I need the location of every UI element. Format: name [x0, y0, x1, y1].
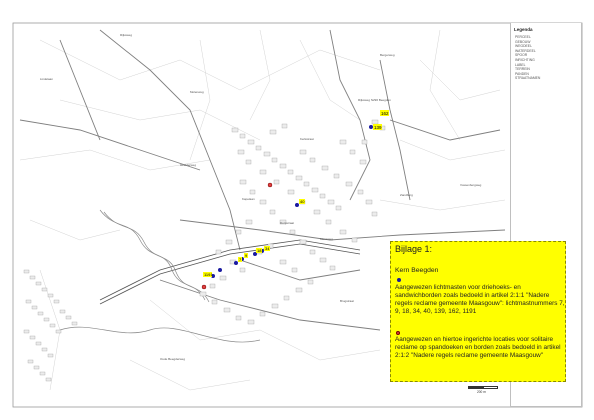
- legend-item: PANDEN: [515, 71, 529, 76]
- street-label: Vossenbergweg: [460, 183, 482, 187]
- built-area: [24, 120, 385, 381]
- street-label: Kerkstraat: [300, 137, 314, 141]
- mast-label: 34: [265, 246, 270, 251]
- legend-item: PERCEEL: [515, 35, 531, 39]
- scale-label: 200 m: [477, 390, 486, 394]
- mast-marker: [234, 261, 238, 265]
- street-label: Maasweg: [320, 237, 333, 241]
- bijlage-annotation-box: [390, 241, 566, 382]
- scale-bar-segment: [469, 387, 484, 389]
- highway: [100, 240, 360, 304]
- location-legend-dot-icon: [396, 331, 400, 335]
- street-label: Zandberg: [400, 193, 413, 197]
- street-label: Rijksweg: [120, 33, 133, 37]
- street-label: Bergerweg: [380, 53, 395, 57]
- location-marker: [268, 183, 272, 187]
- street-label: Dorpstraat: [280, 221, 295, 225]
- street-label: Brugstraat: [340, 299, 354, 303]
- legend-item: INRICHTING: [515, 57, 535, 62]
- mast-label: 7: [239, 257, 242, 262]
- legend-item: TERREIN: [515, 67, 530, 72]
- mast-label: 139: [374, 125, 382, 130]
- mast-label: 18: [257, 248, 262, 253]
- street-label: Rijksweg N296 Beegden: [358, 98, 391, 102]
- bijlage-mast-description: Aangewezen lichtmasten voor driehoeks- en sandwichborden zoals bedoeld in artikel 2:1:1 "Nadere regels reclame gemeente Maasgouw": lichtmastnummers 7, 9, 18, 34, 40, 139, 162, 1191: [395, 284, 565, 315]
- mast-label: 9: [245, 253, 248, 258]
- legend-item: GEBOUW: [515, 39, 531, 44]
- bijlage-location-description: Aangewezen en hiertoe ingerichte locaties voor solitaire reclame op spandoeken en borden zoals bedoeld in artikel 2:1:2 "Nadere regels reclame gemeente Maasgouw": [395, 336, 561, 359]
- street-label: Molenweg: [190, 90, 204, 94]
- bijlage-title: Bijlage 1:: [395, 244, 433, 254]
- legend-title: Legenda: [514, 27, 533, 32]
- waterway: [60, 210, 260, 342]
- street-label: Heelderweg: [180, 163, 197, 167]
- mast-marker: [369, 125, 373, 129]
- legend-item: STRAATNAMEN: [515, 76, 541, 81]
- legend-item: WEGDEEL: [515, 44, 532, 49]
- mast-marker: [218, 268, 222, 272]
- legend-item: WATERDEEL: [515, 48, 536, 53]
- scale-bar: [468, 386, 498, 389]
- street-label: Oude Beegderweg: [160, 357, 186, 361]
- legend-list: [515, 35, 540, 81]
- street-label: Kapelaan: [242, 197, 255, 201]
- mast-legend-dot-icon: [397, 278, 401, 282]
- mast-label: 40: [300, 199, 305, 204]
- legend-item: LABEL: [515, 62, 526, 67]
- legend-item: SPOOR: [515, 53, 528, 58]
- location-marker: [202, 285, 206, 289]
- mast-label: 162: [381, 111, 389, 116]
- street-label: Lindelaan: [40, 77, 54, 81]
- mast-marker: [295, 203, 299, 207]
- mast-markers: [211, 125, 373, 278]
- bijlage-kern-name: Kern Beegden: [395, 267, 439, 274]
- mast-label: 1191: [204, 272, 213, 277]
